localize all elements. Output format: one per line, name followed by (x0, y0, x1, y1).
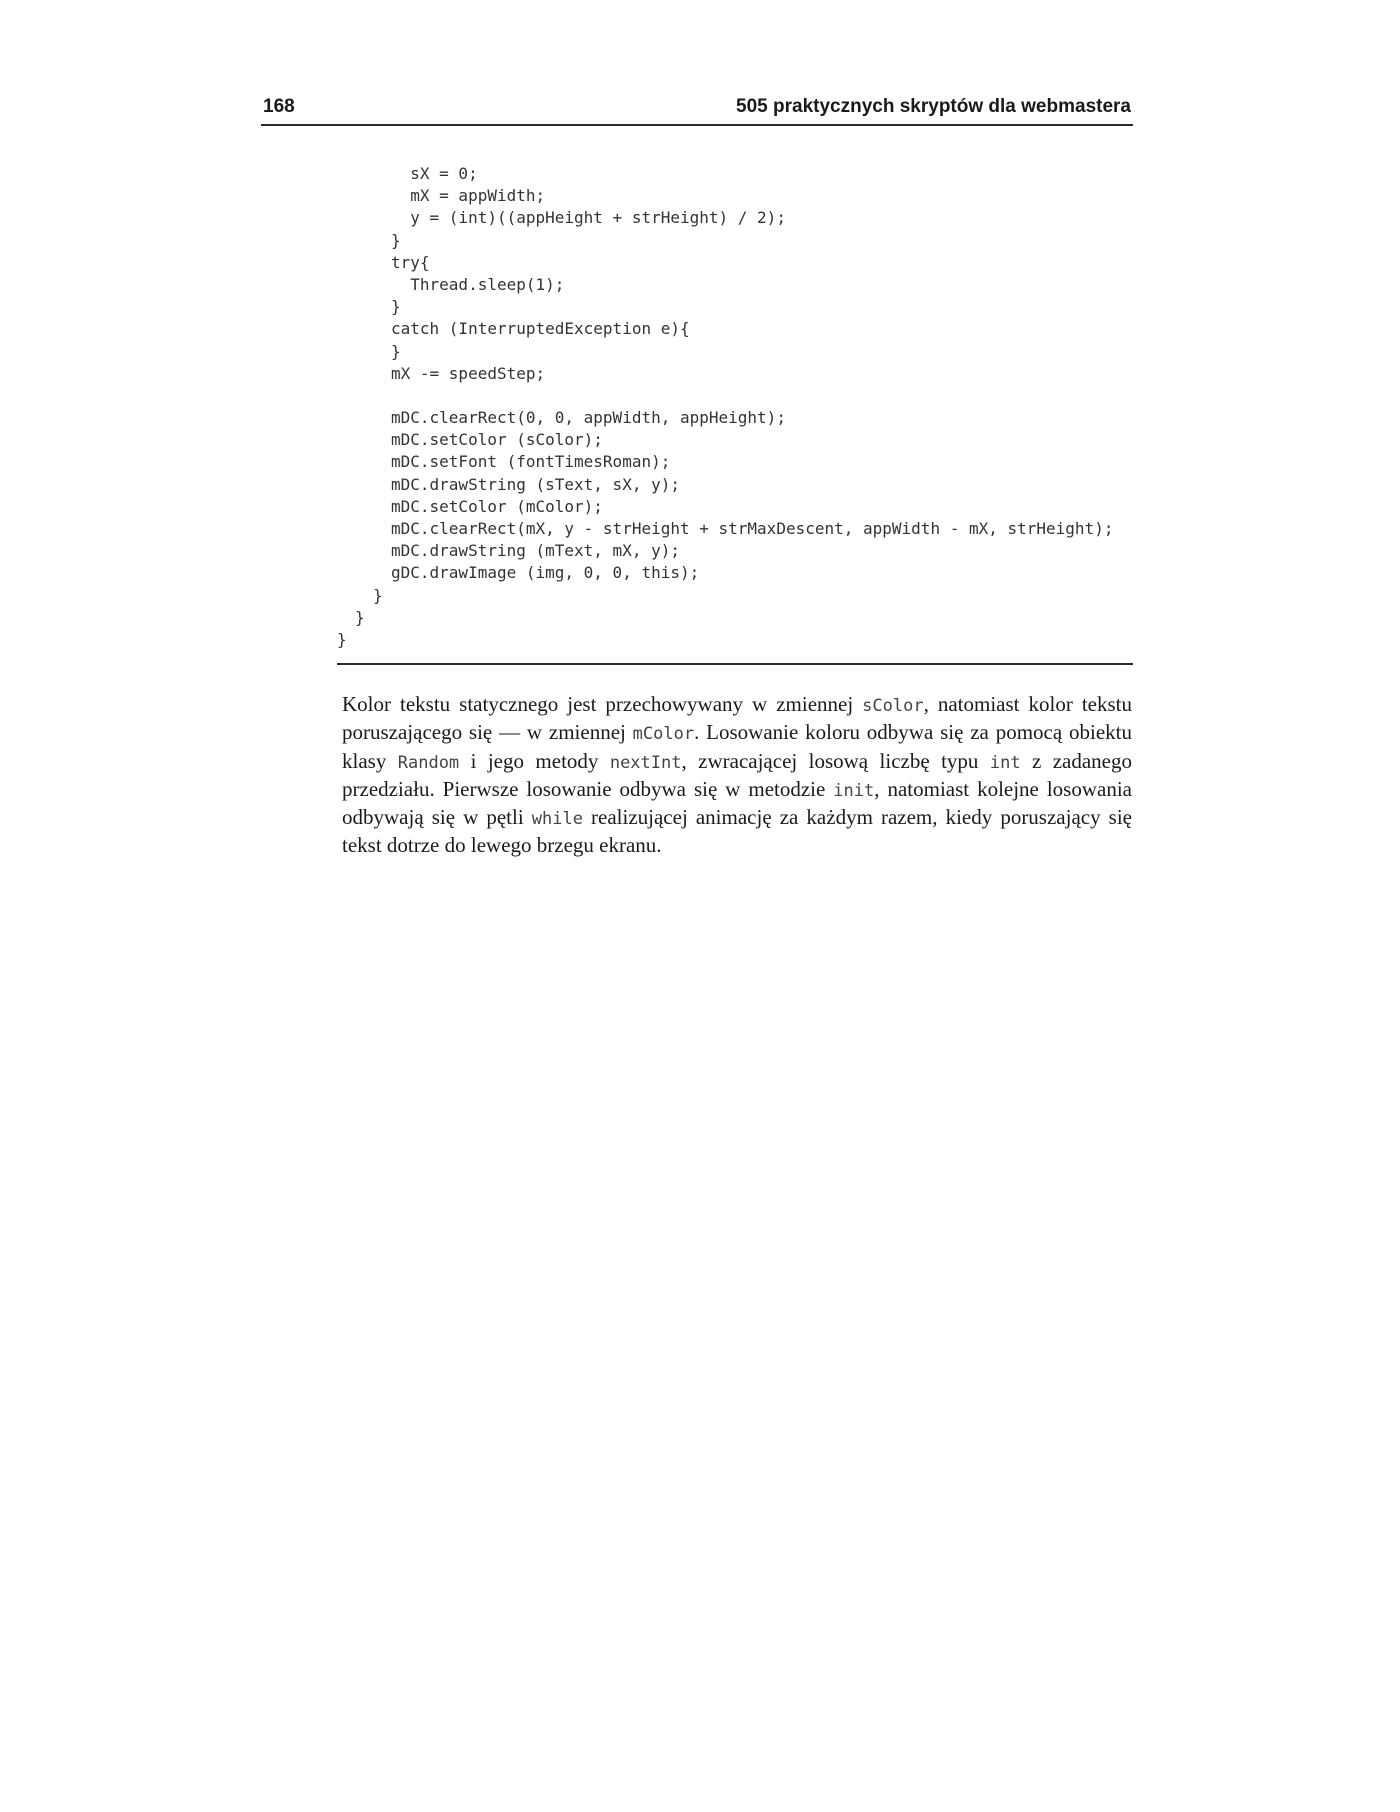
paragraph-text: i jego metody (459, 748, 610, 773)
code-line: } (391, 341, 401, 361)
page-number: 168 (263, 96, 295, 117)
code-line: mDC.drawString (mText, mX, y); (391, 541, 680, 561)
code-line: Thread.sleep(1); (391, 274, 565, 294)
code-line: gDC.drawImage (img, 0, 0, this); (391, 563, 700, 583)
code-line: mDC.setColor (mColor); (391, 496, 603, 516)
paragraph-text: . Losowanie koloru odbywa się za pomocą obiektu klasy (342, 720, 1132, 773)
inline-code: int (989, 752, 1021, 773)
paragraph-text: realizującej animację za każdym razem, kiedy poruszający się tekst dotrze do lewego brzegu ekranu. (342, 805, 1133, 858)
code-lines (337, 163, 1133, 651)
code-line: sX = 0; (391, 164, 478, 183)
code-line: } (391, 230, 401, 250)
code-listing (337, 163, 1133, 665)
inline-code: Random (397, 752, 460, 773)
paragraph-text: Kolor tekstu statycznego jest przechowywany w zmiennej (342, 692, 863, 716)
code-line: catch (InterruptedException e){ (391, 319, 690, 339)
running-header (261, 96, 1133, 126)
code-line: mX = appWidth; (391, 186, 546, 206)
code-line (337, 385, 1133, 407)
inline-code: while (531, 809, 583, 830)
code-line: } (355, 607, 365, 627)
code-line: mDC.clearRect(0, 0, appWidth, appHeight); (391, 408, 786, 428)
inline-code: init (833, 780, 875, 801)
code-line: mDC.clearRect(mX, y - strHeight + strMaxDescent, appWidth - mX, strHeight); (391, 519, 1114, 538)
paragraph-text: , zwracającej losową liczbę typu (681, 748, 990, 773)
inline-code: nextInt (609, 752, 682, 773)
paragraph-text: z zadanego przedziału. Pierwsze losowanie odbywa się w metodzie (342, 748, 1132, 801)
code-line: } (391, 297, 401, 317)
code-line: mDC.setColor (sColor); (391, 430, 603, 450)
code-line: try{ (391, 252, 430, 272)
paragraph-text: , natomiast kolejne losowania odbywają się w pętli (342, 776, 1132, 830)
code-line: } (373, 585, 383, 605)
code-line: mX -= speedStep; (391, 363, 546, 383)
code-line: mDC.setFont (fontTimesRoman); (391, 452, 671, 472)
book-title: 505 praktycznych skryptów dla webmastera (736, 96, 1131, 117)
code-line: mDC.drawString (sText, sX, y); (391, 474, 680, 494)
code-line: } (337, 629, 347, 649)
code-line: y = (int)((appHeight + strHeight) / 2); (391, 208, 786, 228)
body-paragraph (342, 691, 1132, 859)
inline-code: mColor (632, 724, 695, 745)
paragraph-text: , natomiast kolor tekstu poruszającego się — w zmiennej (342, 692, 1132, 745)
inline-code: sColor (862, 696, 924, 716)
